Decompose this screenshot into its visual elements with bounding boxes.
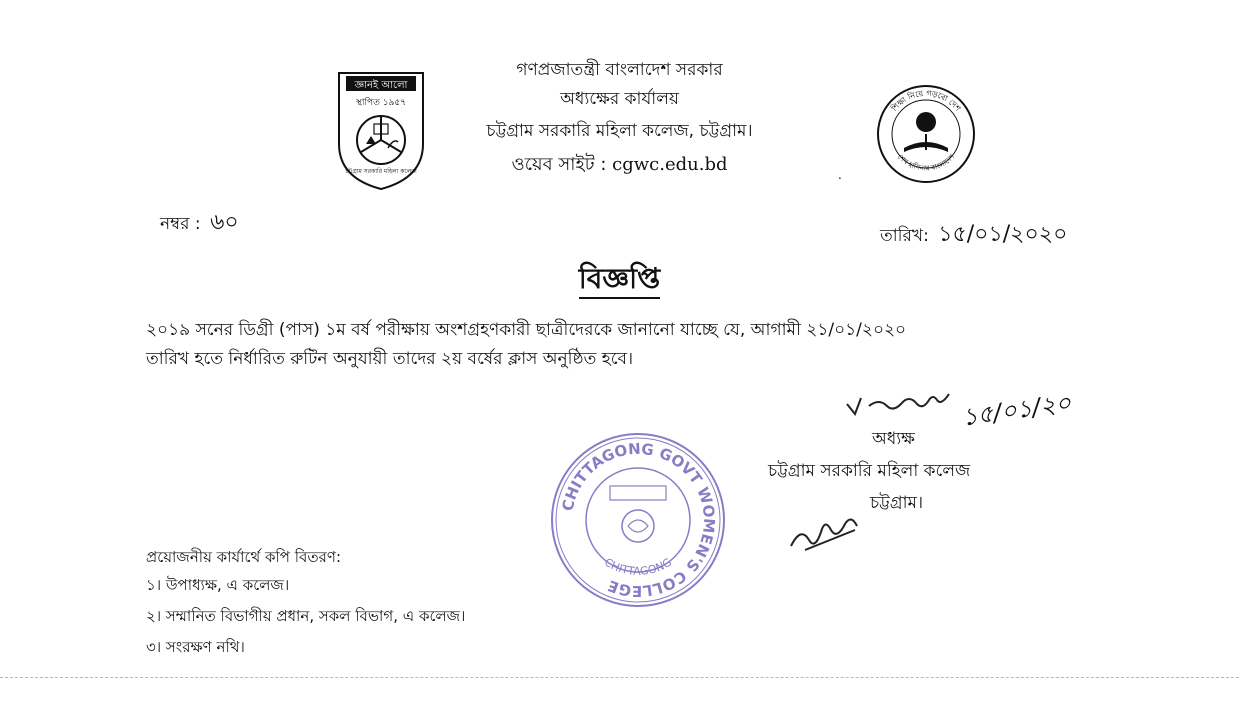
notice-body-line-1: ২০১৯ সনের ডিগ্রী (পাস) ১ম বর্ষ পরীক্ষায় অংশগ্রহণকারী ছাত্রীদেরকে জানানো যাচ্ছে যে, আগামী ২১/০১/২০২০ — [146, 320, 907, 340]
education-emblem — [874, 82, 978, 190]
emblem-bottom-text: শেখ হাসিনার বাংলাদেশ — [895, 152, 957, 173]
seal-bottom-text: CHITTAGONG — [602, 555, 674, 578]
distribution-heading: প্রয়োজনীয় কার্যার্থে কপি বিতরণ: — [146, 548, 342, 566]
notice-date — [880, 217, 1067, 254]
distribution-item-1: ১। উপাধ্যক্ষ, এ কলেজ। — [146, 576, 290, 594]
seal-ring-text: CHITTAGONG GOVT WOMEN'S COLLEGE — [558, 439, 719, 601]
website-label: ওয়েব সাইট : — [511, 154, 607, 175]
memo-number — [160, 205, 239, 242]
distribution-item-2: ২। সম্মানিত বিভাগীয় প্রধান, সকল বিভাগ, এ কলেজ। — [146, 607, 466, 625]
signatory-city: চট্টগ্রাম। — [870, 493, 924, 513]
logo-motto: জ্ঞানই আলো — [354, 80, 408, 91]
notice-body-line-2: তারিখ হতে নির্ধারিত রুটিন অনুযায়ী তাদের ২য় বর্ষের ক্লাস অনুষ্ঠিত হবে। — [146, 349, 634, 369]
distribution-item-3: ৩। সংরক্ষণ নথি। — [146, 638, 245, 656]
header-website — [0, 150, 1239, 181]
college-seal-stamp — [548, 430, 728, 614]
logo-college-name: চট্টগ্রাম সরকারি মহিলা কলেজ — [345, 168, 417, 175]
notice-body — [146, 316, 1106, 374]
header-office: অধ্যক্ষের কার্যালয় — [560, 89, 679, 109]
notice-title — [0, 257, 1239, 304]
college-logo — [336, 70, 426, 196]
header-government: গণপ্রজাতন্ত্রী বাংলাদেশ সরকার — [516, 60, 723, 80]
stray-dot: . — [838, 168, 842, 182]
website-link[interactable]: cgwc.edu.bd — [612, 154, 728, 175]
page-bottom-divider — [0, 677, 1239, 678]
principal-signature — [845, 384, 955, 428]
date-value: ১৫/০১/২০২০ — [938, 222, 1068, 247]
memo-value: ৬০ — [210, 210, 239, 235]
memo-label: নম্বর : — [160, 214, 201, 234]
header-institution: চট্টগ্রাম সরকারি মহিলা কলেজ, চট্টগ্রাম। — [486, 121, 753, 141]
notice-title-text: বিজ্ঞপ্তি — [579, 262, 660, 299]
signatory-designation: অধ্যক্ষ — [872, 429, 915, 449]
logo-established: স্থাপিত ১৯৫৭ — [355, 98, 407, 108]
date-label: তারিখ: — [880, 226, 929, 246]
initial-signature — [785, 500, 875, 564]
handwritten-date: ১৫/০১/২০ — [960, 388, 1073, 432]
emblem-top-text: শিক্ষা নিয়ে গড়বো দেশ — [889, 88, 963, 113]
svg-text:CHITTAGONG — [602, 556, 674, 578]
signatory-institution: চট্টগ্রাম সরকারি মহিলা কলেজ — [768, 461, 971, 481]
